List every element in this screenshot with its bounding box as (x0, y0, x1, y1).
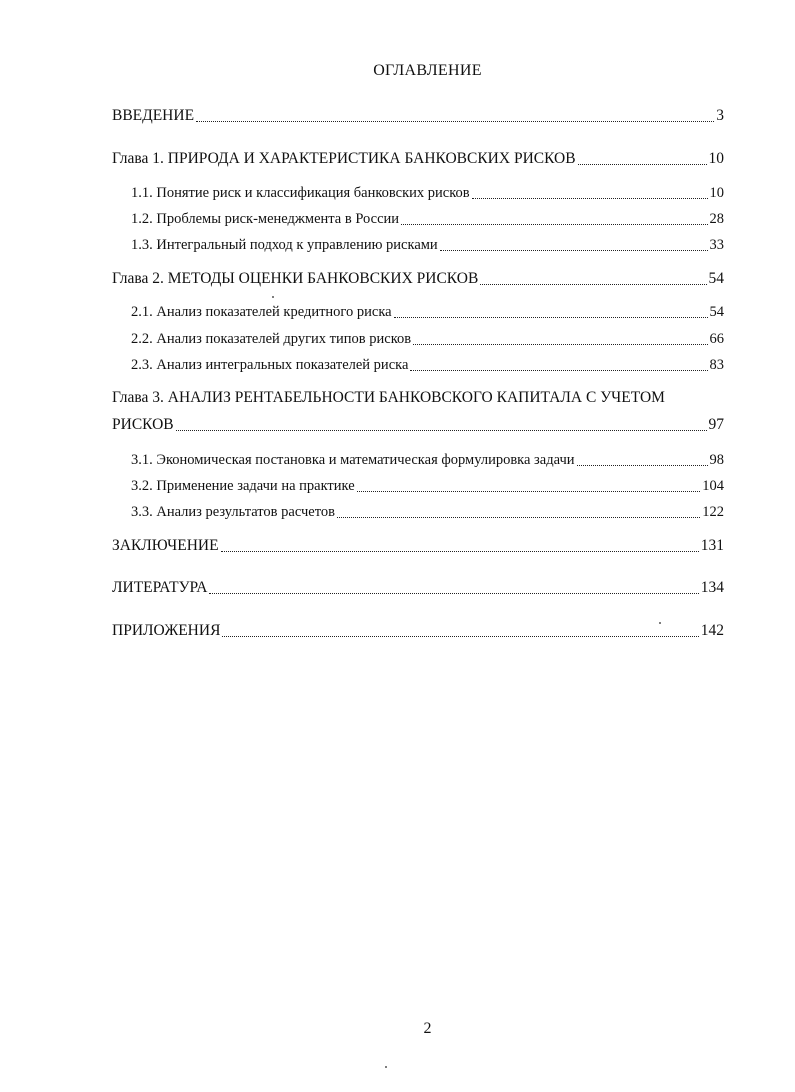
toc-entry-label: 2.2. Анализ показателей других типов рисков (131, 331, 412, 347)
toc-page-number: 104 (702, 478, 724, 494)
dot-leader (357, 490, 701, 492)
toc-entry-label: ЗАКЛЮЧЕНИЕ (112, 537, 219, 554)
toc-entry-introduction[interactable] (112, 104, 724, 128)
dot-leader (221, 550, 699, 552)
toc-entry-label: 3.3. Анализ результатов расчетов (131, 504, 335, 520)
toc-entry-section-1-2[interactable] (131, 207, 724, 231)
toc-entry-section-2-2[interactable] (131, 327, 724, 351)
toc-entry-label: Глава 2. МЕТОДЫ ОЦЕНКИ БАНКОВСКИХ РИСКОВ (112, 270, 479, 287)
toc-entry-chapter-3-title-line[interactable]: Глава 3. АНАЛИЗ РЕНТАБЕЛЬНОСТИ БАНКОВСКОГО КАПИТАЛА С УЧЕТОМ (112, 389, 665, 406)
toc-entry-appendix[interactable] (112, 619, 724, 643)
scan-speck (659, 622, 661, 624)
toc-entry-label: РИСКОВ (112, 416, 174, 433)
page-title: ОГЛАВЛЕНИЕ (373, 62, 482, 79)
toc-page-number: 122 (702, 504, 724, 520)
toc-entry-label: ЛИТЕРАТУРА (112, 579, 208, 596)
toc-entry-label: ПРИЛОЖЕНИЯ (112, 622, 221, 639)
toc-entry-section-3-2[interactable] (131, 474, 724, 498)
toc-page-number: 83 (709, 357, 724, 373)
toc-page-number: 66 (709, 331, 724, 347)
dot-leader (176, 429, 707, 431)
toc-entry-section-1-3[interactable] (131, 233, 724, 257)
toc-page-number: 3 (716, 107, 724, 124)
dot-leader (196, 120, 714, 122)
toc-entry-chapter-2[interactable] (112, 267, 724, 291)
toc-entry-label: 1.3. Интегральный подход к управлению рисками (131, 237, 438, 253)
dot-leader (472, 197, 708, 199)
toc-page-number: 142 (700, 622, 724, 639)
toc-entry-label: 2.3. Анализ интегральных показателей риска (131, 357, 409, 373)
toc-page-number: 33 (709, 237, 724, 253)
toc-entry-label: ВВЕДЕНИЕ (112, 107, 195, 124)
dot-leader (578, 163, 707, 165)
toc-entry-conclusion[interactable] (112, 534, 724, 558)
toc-entry-label: 1.1. Понятие риск и классификация банковских рисков (131, 185, 470, 201)
toc-entry-section-1-1[interactable] (131, 181, 724, 205)
toc-page-number: 54 (708, 270, 724, 287)
dot-leader (413, 343, 707, 345)
scan-speck (272, 296, 274, 298)
toc-page-number: 10 (708, 150, 724, 167)
toc-page-number: 134 (700, 579, 724, 596)
toc-entry-label: 2.1. Анализ показателей кредитного риска (131, 304, 392, 320)
toc-entry-chapter-3[interactable] (112, 413, 724, 437)
dot-leader (209, 592, 698, 594)
toc-page-number: 10 (709, 185, 724, 201)
toc-entry-chapter-1[interactable] (112, 147, 724, 171)
toc-entry-label: 3.1. Экономическая постановка и математическая формулировка задачи (131, 452, 575, 468)
dot-leader (222, 635, 698, 637)
toc-page-number: 28 (709, 211, 724, 227)
dot-leader (480, 283, 706, 285)
toc-page-number: 131 (700, 537, 724, 554)
toc-entry-section-3-1[interactable] (131, 448, 724, 472)
toc-entry-section-3-3[interactable] (131, 500, 724, 524)
toc-page-number: 98 (709, 452, 724, 468)
toc-entry-literature[interactable] (112, 576, 724, 600)
toc-entry-label: Глава 1. ПРИРОДА И ХАРАКТЕРИСТИКА БАНКОВСКИХ РИСКОВ (112, 150, 576, 167)
page-number: 2 (423, 1020, 432, 1037)
dot-leader (401, 223, 707, 225)
dot-leader (410, 369, 707, 371)
dot-leader (394, 316, 708, 318)
toc-entry-section-2-3[interactable] (131, 353, 724, 377)
dot-leader (440, 249, 708, 251)
toc-entry-label: 1.2. Проблемы риск-менеджмента в России (131, 211, 400, 227)
scan-speck (385, 1066, 387, 1068)
toc-entry-section-2-1[interactable] (131, 300, 724, 324)
toc-page-number: 97 (708, 416, 724, 433)
toc-entry-label: 3.2. Применение задачи на практике (131, 478, 355, 494)
toc-page-number: 54 (709, 304, 724, 320)
dot-leader (577, 464, 708, 466)
dot-leader (337, 516, 700, 518)
